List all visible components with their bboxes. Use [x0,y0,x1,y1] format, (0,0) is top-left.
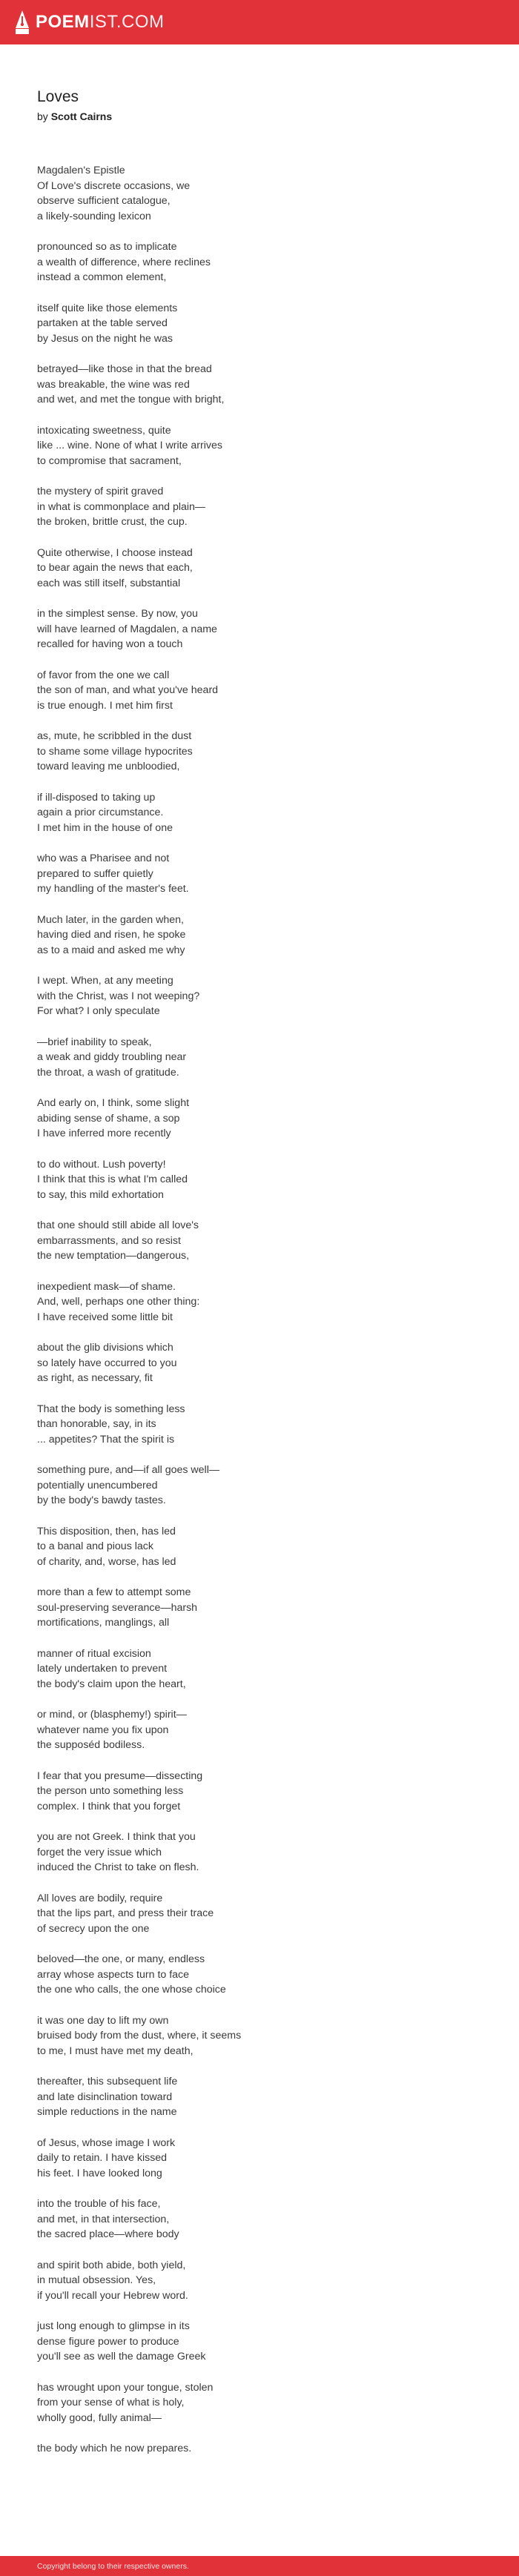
poem-line: partaken at the table served [37,317,168,329]
poem-stanza [37,1830,482,1875]
poem-line: if you'll recall your Hebrew word. [37,2289,188,2302]
poem-line: Quite otherwise, I choose instead [37,546,193,559]
poem-line: recalled for having won a touch [37,638,183,650]
poem-line: that one should still abide all love's [37,1219,199,1231]
site-name [36,0,165,44]
poem-line: it was one day to lift my own [37,2014,169,2027]
poem-line: the sacred place—where body [37,2228,179,2240]
poem-line: simple reductions in the name [37,2106,177,2118]
poem-stanza [37,1157,482,1203]
poem-stanza [37,606,482,652]
poem-line: whatever name you fix upon [37,1724,169,1736]
poem-line: observe sufficient catalogue, [37,195,171,207]
poem-line: who was a Pharisee and not [37,852,170,864]
poem-line: of favor from the one we call [37,669,170,681]
poem-line: dense figure power to produce [37,2335,179,2348]
poem-line: of Jesus, whose image I work [37,2136,176,2149]
poem-stanza [37,790,482,836]
poem-line: forget the very issue which [37,1846,162,1858]
poem-stanza [37,163,482,224]
poem-line: I have inferred more recently [37,1128,171,1139]
poem-stanza [37,913,482,958]
poem-line: lately undertaken to prevent [37,1663,168,1675]
poem-stanza [37,1707,482,1753]
poem-stanza [37,1769,482,1815]
poem-line: if ill-disposed to taking up [37,791,156,804]
poem-line: the son of man, and what you've heard [37,684,219,696]
poem-stanza [37,2013,482,2059]
poem-stanza [37,1218,482,1264]
poem-line: more than a few to attempt some [37,1586,191,1598]
poem-line: And, well, perhaps one other thing: [37,1296,200,1308]
top-bar [0,0,519,44]
pen-nib-icon [15,10,30,35]
poem-stanza [37,1646,482,1692]
poem-line: his feet. I have looked long [37,2167,162,2179]
poem-line: Much later, in the garden when, [37,913,184,926]
poem-line: with the Christ, was I not weeping? [37,990,200,1002]
poem-line: as right, as necessary, fit [37,1372,153,1384]
poem-line: array whose aspects turn to face [37,1968,190,1981]
author-link[interactable]: Scott Cairns [50,110,113,122]
poem-stanza [37,2441,482,2457]
poem-line: will have learned of Magdalen, a name [37,623,217,635]
poem-line: betrayed—like those in that the bread [37,363,212,375]
poem-line: about the glib divisions which [37,1342,173,1354]
poem-stanza [37,2258,482,2304]
poem-line: as to a maid and asked me why [37,944,185,956]
poem-stanza [37,1952,482,1998]
poem-stanza [37,729,482,775]
poem-line: or mind, or (blasphemy!) spirit— [37,1709,187,1721]
poem-stanza [37,484,482,530]
poem-stanza [37,1585,482,1631]
poem-stanza [37,1891,482,1937]
poem-line: you are not Greek. I think that you [37,1831,196,1843]
poem-line: the person unto something less [37,1785,184,1797]
poem-line: than honorable, say, in its [37,1418,156,1430]
poem-line: the one who calls, the one whose choice [37,1984,226,1996]
poem-line: just long enough to glimpse in its [37,2320,190,2332]
poem-line: and wet, and met the tongue with bright, [37,394,225,405]
poem-line: has wrought upon your tongue, stolen [37,2381,214,2394]
poem-line: daily to retain. I have kissed [37,2152,168,2164]
poem-line: I think that this is what I'm called [37,1173,188,1185]
poem-line: to say, this mild exhortation [37,1188,164,1201]
poem-stanza [37,1035,482,1081]
poem-stanza [37,851,482,897]
site-logo[interactable] [15,0,165,44]
poem-line: again a prior circumstance. [37,807,164,818]
poem-stanza [37,2074,482,2120]
poem-line: —brief inability to speak, [37,1036,152,1048]
poem-line: was breakable, the wine was red [37,378,190,391]
poem-stanza [37,1279,482,1325]
poem-line: and spirit both abide, both yield, [37,2259,186,2271]
poem-line: This disposition, then, has led [37,1525,176,1537]
poem-line: the new temptation—dangerous, [37,1250,190,1262]
poem-line: bruised body from the dust, where, it seems [37,2030,242,2042]
poem-line: is true enough. I met him first [37,699,173,712]
poem-body [37,163,482,2472]
poem-line: by Jesus on the night he was [37,332,173,345]
poem-line: intoxicating sweetness, quite [37,424,171,437]
poem-line: having died and risen, he spoke [37,929,186,941]
poem-line: to compromise that sacrament, [37,454,182,467]
poem-line: induced the Christ to take on flesh. [37,1861,199,1873]
poem-line: toward leaving me unbloodied, [37,761,180,772]
poem-line: in the simplest sense. By now, you [37,608,198,620]
poem-line: the supposéd bodiless. [37,1739,145,1751]
poem-line: in mutual obsession. Yes, [37,2274,156,2286]
site-name-bold: POEM [36,12,90,32]
poem-stanza [37,1402,482,1448]
poem-line: wholly good, fully animal— [37,2411,162,2424]
poem-line: to bear again the news that each, [37,562,193,574]
poem-line: and met, in that intersection, [37,2213,170,2225]
poem-line: soul-preserving severance—harsh [37,1601,198,1614]
poem-header [37,87,482,123]
poem-line: so lately have occurred to you [37,1357,177,1369]
footer-bar [0,2556,519,2576]
poem-line: the body which he now prepares. [37,2443,192,2454]
poem-line: I have received some little bit [37,1311,173,1323]
poem-line: complex. I think that you forget [37,1800,181,1812]
site-name-light: IST.COM [89,12,165,32]
poem-line: to a banal and pious lack [37,1540,153,1552]
poem-stanza [37,362,482,408]
poem-line: as, mute, he scribbled in the dust [37,730,192,742]
poem-stanza [37,973,482,1019]
poem-line: my handling of the master's feet. [37,883,189,895]
poem-line: a likely-sounding lexicon [37,210,151,222]
poem-stanza [37,1463,482,1509]
poem-line: itself quite like those elements [37,302,178,314]
poem-line: by the body's bawdy tastes. [37,1494,166,1506]
poem-stanza [37,1524,482,1570]
poem-title: Loves [37,88,79,105]
poem-line: the throat, a wash of gratitude. [37,1066,179,1079]
poem-line: prepared to suffer quietly [37,867,153,880]
copyright-notice: Copyright belong to their respective owners. [37,2561,189,2571]
poem-stanza [37,546,482,592]
poem-line: I met him in the house of one [37,821,173,834]
poem-line: the mystery of spirit graved [37,486,164,497]
poem-line: inexpedient mask—of shame. [37,1280,176,1293]
poem-line: to shame some village hypocrites [37,745,193,758]
poem-stanza [37,423,482,469]
poem-line: potentially unencumbered [37,1479,158,1491]
poem-line: into the trouble of his face, [37,2198,161,2210]
poem-line: mortifications, manglings, all [37,1617,170,1629]
poem-line: I fear that you presume—dissecting [37,1769,203,1782]
poem-line: a wealth of difference, where reclines [37,256,211,268]
poem-line: abiding sense of shame, a sop [37,1112,180,1125]
poem-stanza [37,2380,482,2426]
poem-line: beloved—the one, or many, endless [37,1953,205,1965]
poem-line: of secrecy upon the one [37,1922,150,1935]
poem-line: to do without. Lush poverty! [37,1158,166,1171]
poem-line: to me, I must have met my death, [37,2044,194,2057]
poem-line: each was still itself, substantial [37,577,181,589]
poem-stanza [37,1096,482,1142]
poem-line: thereafter, this subsequent life [37,2076,178,2087]
poem-line: ... appetites? That the spirit is [37,1433,175,1446]
poem-stanza [37,2136,482,2182]
poem-line: you'll see as well the damage Greek [37,2351,206,2363]
poem-stanza [37,239,482,285]
poem-line: pronounced so as to implicate [37,241,177,253]
poem-line: For what? I only speculate [37,1005,160,1017]
poem-line: and late disinclination toward [37,2090,173,2103]
poem-line: That the body is something less [37,1403,185,1415]
poem-stanza [37,301,482,347]
poem-line: the broken, brittle crust, the cup. [37,516,188,528]
byline [37,110,482,123]
poem-line: of charity, and, worse, has led [37,1555,176,1568]
poem-line: embarrassments, and so resist [37,1234,181,1247]
poem-line: that the lips part, and press their trace [37,1907,214,1919]
poem-stanza [37,2319,482,2365]
poem-line: something pure, and—if all goes well— [37,1464,220,1476]
poem-stanza [37,1340,482,1386]
poem-line: a weak and giddy troubling near [37,1051,187,1063]
poem-line: the body's claim upon the heart, [37,1678,186,1690]
poem-line: I wept. When, at any meeting [37,975,173,987]
poem-line: from your sense of what is holy, [37,2397,185,2408]
poem-stanza [37,668,482,714]
poem-line: All loves are bodily, require [37,1892,163,1904]
byline-prefix: by [37,110,48,122]
poem-line: Of Love's discrete occasions, we [37,179,191,192]
poem-line: manner of ritual excision [37,1647,151,1660]
poem-line: instead a common element, [37,271,167,283]
poem-line: And early on, I think, some slight [37,1097,190,1109]
poem-stanza [37,2196,482,2242]
poem-line: like ... wine. None of what I write arrives [37,440,222,451]
poem-line: in what is commonplace and plain— [37,500,206,513]
poem-line: Magdalen's Epistle [37,165,125,176]
